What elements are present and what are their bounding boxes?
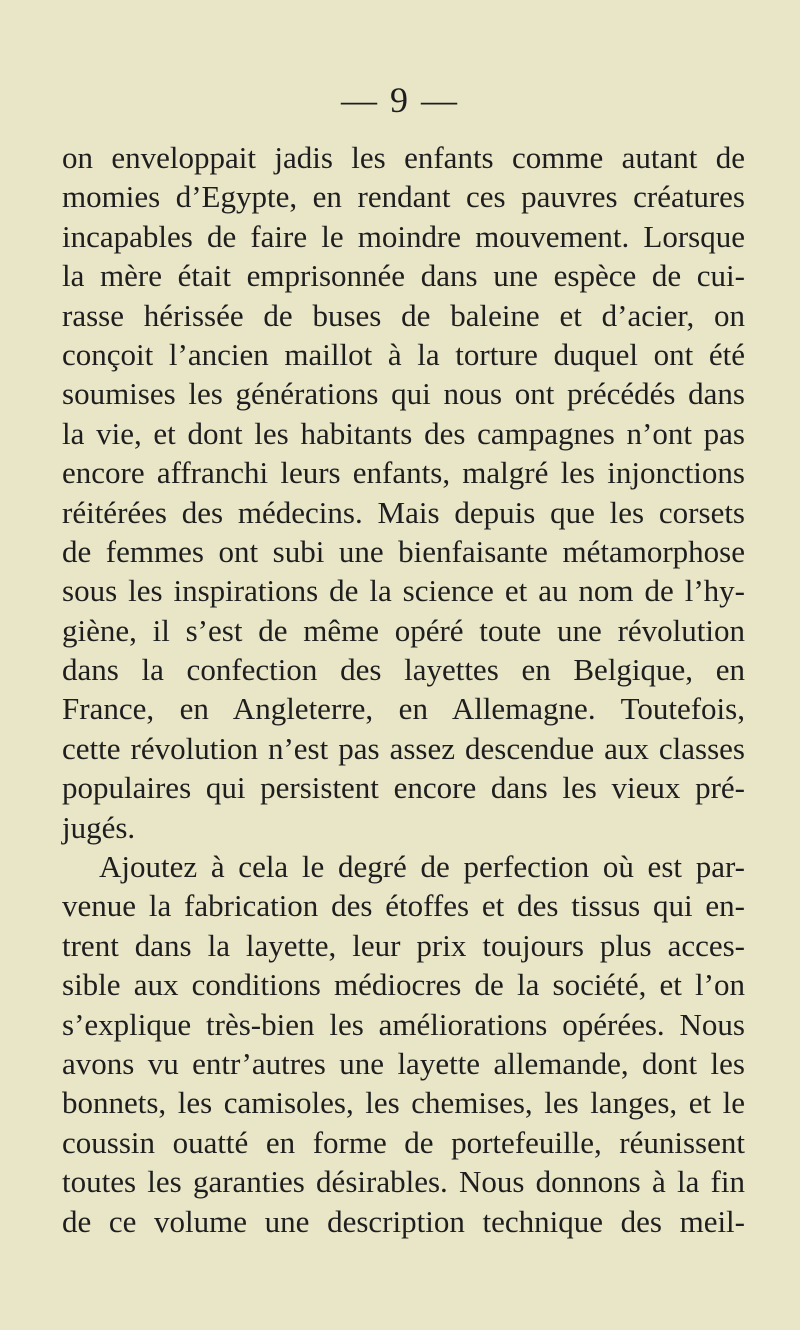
- paragraph-end-line: jugés.: [62, 809, 136, 845]
- text-line: dans la confection des layettes en Belgique, en: [62, 652, 745, 688]
- text-line: avons vu entr’autres une layette allemande, dont les: [62, 1045, 745, 1081]
- text-line: venue la fabrication des étoffes et des tissus qui en-: [62, 888, 745, 924]
- text-line: France, en Angleterre, en Allemagne. Toutefois,: [62, 691, 745, 727]
- text-line: réitérées des médecins. Mais depuis que les corsets: [62, 494, 745, 530]
- text-line: coussin ouatté en forme de portefeuille, réunissent: [62, 1124, 745, 1160]
- text-line: rasse hérissée de buses de baleine et d’acier, on: [62, 297, 745, 333]
- text-line: momies d’Egypte, en rendant ces pauvres créatures: [62, 179, 745, 215]
- page-number: — 9 —: [341, 80, 459, 120]
- text-line: sible aux conditions médiocres de la société, et l’on: [62, 967, 745, 1003]
- text-line: incapables de faire le moindre mouvement. Lorsque: [62, 218, 745, 254]
- text-line: on enveloppait jadis les enfants comme autant de: [62, 140, 745, 175]
- text-line: la vie, et dont les habitants des campagnes n’ont pas: [62, 415, 745, 451]
- paragraph-start-line: Ajoutez à cela le degré de perfection où est par-: [99, 849, 745, 885]
- text-line: la mère était emprisonnée dans une espèce de cui-: [62, 258, 745, 294]
- text-line: populaires qui persistent encore dans les vieux pré-: [62, 770, 745, 806]
- text-line: toutes les garanties désirables. Nous donnons à la fin: [62, 1164, 745, 1200]
- text-line: sous les inspirations de la science et au nom de l’hy-: [62, 573, 745, 609]
- text-line: conçoit l’ancien maillot à la torture duquel ont été: [62, 336, 745, 372]
- text-line: bonnets, les camisoles, les chemises, les langes, et le: [62, 1085, 745, 1121]
- text-line: soumises les générations qui nous ont précédés dans: [62, 376, 745, 412]
- text-line: giène, il s’est de même opéré toute une révolution: [62, 612, 745, 648]
- text-line: encore affranchi leurs enfants, malgré les injonctions: [62, 455, 745, 491]
- text-line: cette révolution n’est pas assez descendue aux classes: [62, 730, 745, 766]
- text-line: trent dans la layette, leur prix toujours plus acces-: [62, 927, 745, 963]
- text-line: de ce volume une description technique des meil-: [62, 1203, 745, 1239]
- text-line: de femmes ont subi une bienfaisante métamorphose: [62, 533, 745, 569]
- body-text: [62, 138, 745, 1241]
- text-line: s’explique très-bien les améliorations opérées. Nous: [62, 1006, 745, 1042]
